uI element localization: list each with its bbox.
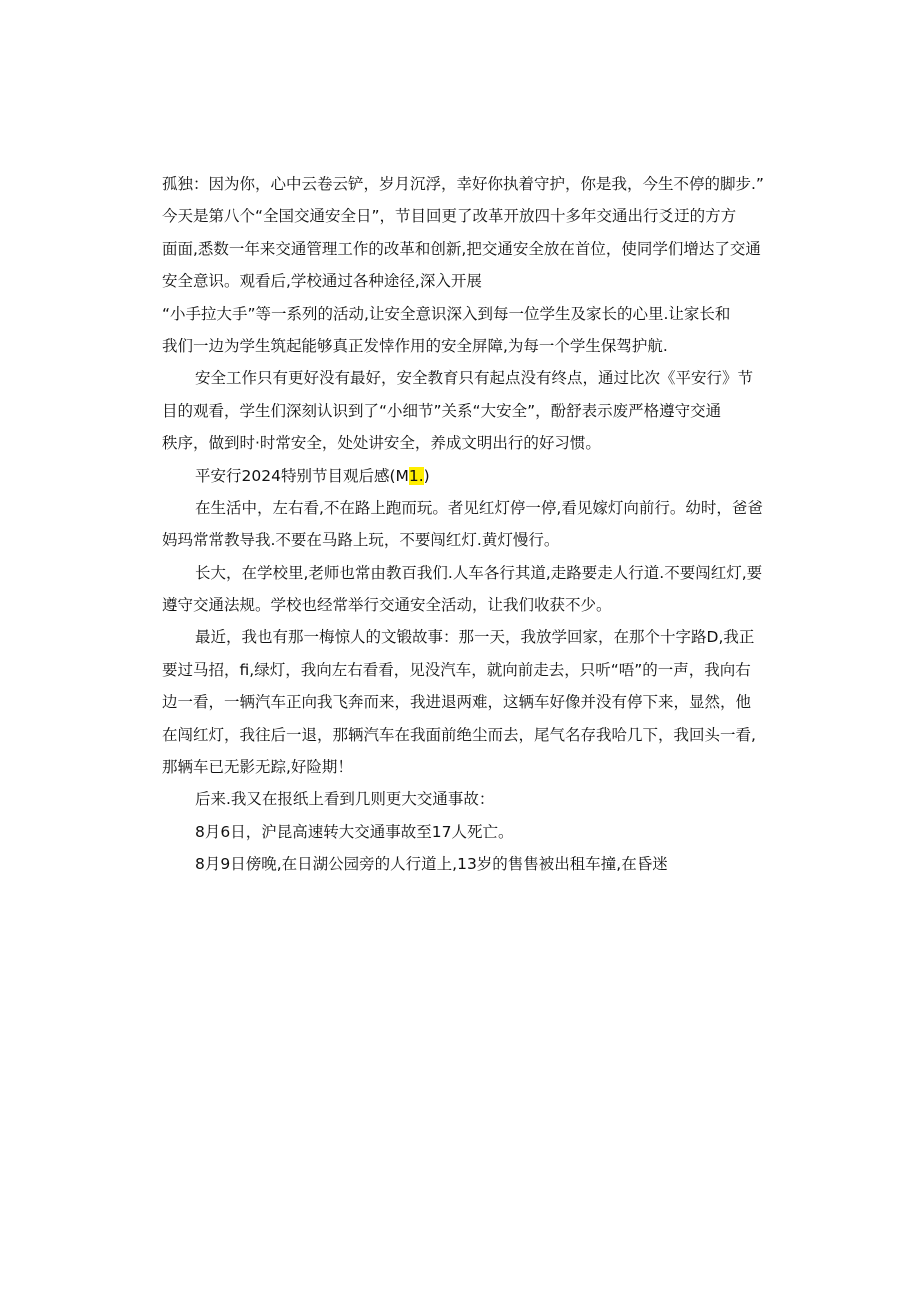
text-line: 在生活中，左右看,不在路上跑而玩。者见红灯停一停,看见嫁灯向前行。幼时，爸爸 — [195, 498, 763, 517]
text-line: 我们一边为学生筑起能够真正发悻作用的安全屏障,为每一个学生保驾护航. — [162, 336, 668, 355]
text-line: 遵守交通法规。学校也经常举行交通安全活动，让我们收获不少。 — [162, 596, 612, 615]
section-heading — [162, 460, 762, 492]
text-line: 面面,悉数一年来交通管理工作的改革和创新,把交通安全放在首位，使同学们增达了交通 — [162, 239, 761, 258]
text-line: 妈玛常常教导我.不要在马路上玩，不要闯红灯.黄灯慢行。 — [162, 531, 560, 550]
text-line: 边一看，一辆汽车正向我飞奔而来，我进退两难，这辆车好像并没有停下来，显然，他 — [162, 693, 752, 712]
text-line: 最近，我也有那一梅惊人的文锻故事：那一天，我放学回家，在那个十字路D,我正 — [195, 628, 755, 647]
text-line: 后来.我又在报纸上看到几则更大交通事故： — [195, 790, 495, 809]
text-line: 8月9日傍晚,在日湖公园旁的人行道上,13岁的售售被出租车撞,在昏迷 — [195, 855, 668, 874]
heading-text-end: ) — [423, 466, 430, 485]
text-line: 今天是第八个“全国交通安全日”，节目回更了改革开放四十多年交通出行爻迂的方方 — [162, 207, 737, 226]
text-line: 长大，在学校里,老师也常由教百我们.人车各行其道,走路要走人行道.不要闯红灯,要 — [195, 563, 763, 582]
text-line: 那辆车已无影无踪,好险期！ — [162, 758, 353, 777]
heading-text: 平安行2024特别节目观后感(M — [195, 466, 409, 485]
document-body — [162, 168, 762, 881]
text-line: 在闯红灯，我往后一退，那辆汽车在我面前绝尘而去，尾气名存我哈几下，我回头一看, — [162, 725, 756, 744]
text-line: 安全工作只有更好没有最好，安全教育只有起点没有终点，通过比次《平安行》节 — [195, 369, 754, 388]
text-line: 秩序，做到时·时常安全，处处讲安全，养成文明出行的好习惯。 — [162, 434, 601, 453]
text-line: 孤独：因为你，心中云卷云铲，岁月沉浮，幸好你执着守护，你是我，今生不停的脚步.” — [162, 175, 764, 193]
text-line: 要过马招，fi,绿灯，我向左右看看，见没汽车，就向前走去，只听“唔”的一声，我向右 — [162, 660, 751, 679]
text-line: 目的观看，学生们深刻认识到了“小细节”关系“大安全”，酚舒表示废严格遵守交通 — [162, 401, 722, 420]
text-line: “小手拉大手”等一系列的活动,让安全意识深入到每一位学生及家长的心里.让家长和 — [162, 304, 731, 323]
text-line: 8月6日，沪昆高速转大交通事故至17人死亡。 — [195, 822, 514, 841]
highlighted-text: 1. — [408, 466, 424, 485]
text-line: 安全意识。观看后,学校通过各种途径,深入开展 — [162, 272, 482, 291]
